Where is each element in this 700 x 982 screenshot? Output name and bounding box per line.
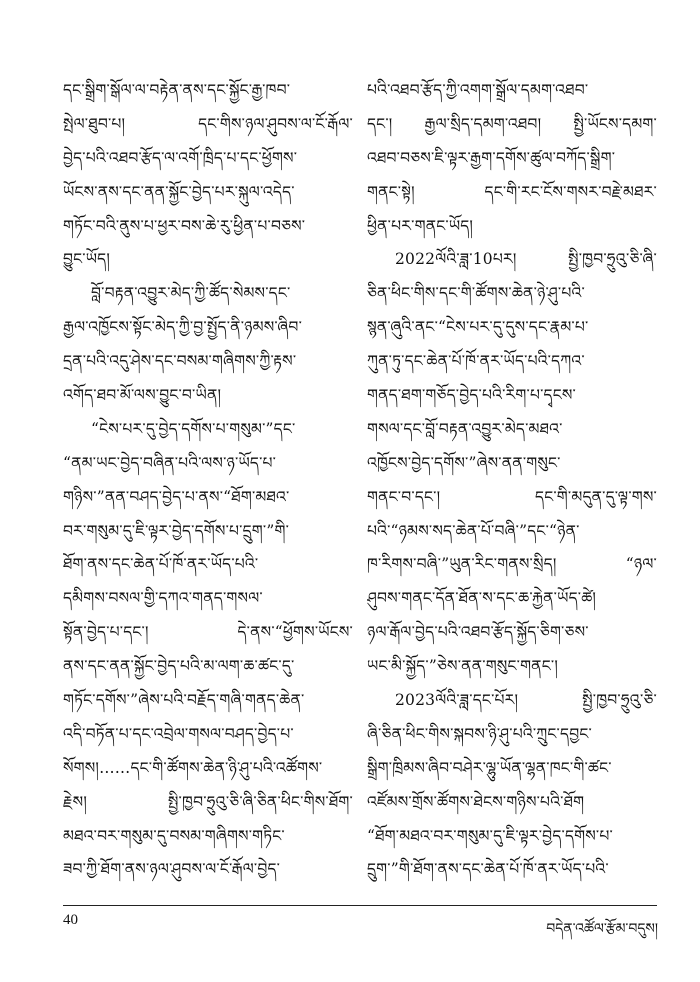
text-line: “ཐོག་མཐའ་བར་གསུམ་དུ་ཇི་ལྟར་བྱེད་དགོས་པ་ xyxy=(367,826,613,845)
text-line: ཅིན་ཕིང་གིས་དང་གི་ཚོགས་ཆེན་ཉེ་ཤུ་པའི་ xyxy=(367,284,585,303)
text-line: དང་། རྒྱལ་སྲིད་དམག་འཐབ། སྤྱི་ཡོངས་དམག་ xyxy=(367,114,657,133)
text-line: 2023ལོའི་ཟླ་དང་པོར། སྤྱི་ཁྱབ་ཧྲུའུ་ཅི་ xyxy=(395,691,657,710)
page-number: 40 xyxy=(63,912,78,928)
text-line: པའི་འཐབ་རྩོད་ཀྱི་འགག་སྒྲོལ་དམག་འཐབ་ xyxy=(367,81,589,99)
text-line: ཞི་ཅིན་ཕིང་གིས་སྐབས་ཉི་ཤུ་པའི་ཀྲུང་དབྱང་ xyxy=(367,724,592,743)
left-column xyxy=(63,74,353,887)
text-line: ཡང་མི་སྐྱོད་”ཅེས་ནན་གསུང་གནང་། xyxy=(367,657,558,676)
text-line: གཏོང་དགོས་”ཞེས་པའི་བརྗོད་གཞི་གནད་ཆེན་ xyxy=(63,691,305,710)
right-column xyxy=(367,74,657,887)
text-line: མཐའ་བར་གསུམ་དུ་བསམ་གཞིགས་གཏིང་ xyxy=(63,826,285,845)
text-line: སྙན་ཞུའི་ནང་“ངེས་པར་དུ་དུས་དང་རྣམ་པ་ xyxy=(367,318,589,337)
footer-rule xyxy=(63,905,657,906)
text-line: དྲུག་”གི་ཐོག་ནས་དང་ཆེན་པོ་ཁོ་ནར་ཡོད་པའི་ xyxy=(367,860,609,879)
text-line: རྒྱལ་འཁྱོངས་སྟོང་མེད་ཀྱི་བྱ་སྤྱོད་ནི་ཉམས་ཞིབ་ xyxy=(63,318,303,337)
text-line: ནས་དང་ནན་སྐྱོང་བྱེད་པའི་མ་ལག་ཆ་ཚང་དུ་ xyxy=(63,657,295,676)
text-line: ཕྱིན་པར་གནང་ཡོད། xyxy=(367,216,474,235)
running-head: བདེན་འཚོལ་རྩོམ་བདུས། xyxy=(546,921,658,937)
text-line: བྱུང་ཡོད། xyxy=(63,250,110,269)
text-line: འདི་བཏོན་པ་དང་འབྲེལ་གསལ་བཤད་བྱེད་པ་ xyxy=(63,724,294,743)
text-line: གཉིས་”ནན་བཤད་བྱེད་པ་ནས་“ཐོག་མཐའ་ xyxy=(63,487,290,506)
text-line: ཐོག་ནས་དང་ཆེན་པོ་ཁོ་ནར་ཡོད་པའི་ xyxy=(63,555,259,574)
text-line: འགོད་ཐབ་མོ་ལས་བྱུང་བ་ཡིན། xyxy=(63,386,222,405)
text-line: ཉལ་རྒོལ་བྱེད་པའི་འཐབ་རྩོད་སྐྱོད་ཅིག་ཅས་ xyxy=(367,623,589,642)
text-line: གསལ་དང་བློ་བརྟན་འབྱུར་མེད་མཐའ་ xyxy=(367,419,563,438)
text-line: གནང་སྟེ། དང་གི་རང་ངོས་གསར་བརྗེ་མཐར་ xyxy=(367,182,657,201)
text-line: ཀུན་ཏུ་དང་ཆེན་པོ་ཁོ་ནར་ཡོད་པའི་དཀའ་ xyxy=(367,352,585,371)
text-line: ཟབ་ཀྱི་ཐོག་ནས་ཉལ་ཤུབས་ལ་ངོ་རྒོལ་བྱེད་ xyxy=(63,860,281,879)
text-line: ཁ་རིགས་བཞི་”ཡུན་རིང་གནས་སྲིད། “ཉལ་ xyxy=(367,555,657,574)
text-line: སྒྲིག་ཁྲིམས་ཞིབ་བཤེར་ལྷུ་ཡོན་ལྷན་ཁང་གི་ཚང་ xyxy=(367,758,612,777)
text-line: པའི་“ཉམས་སད་ཆེན་པོ་བཞི་”དང་“ཉེན་ xyxy=(367,521,580,540)
text-line: “ངེས་པར་དུ་བྱེད་དགོས་པ་གསུམ་”དང་ xyxy=(91,419,296,438)
text-line: “ནམ་ཡང་བྱེད་བཞིན་པའི་ལས་ཉ་ཡོད་པ་ xyxy=(63,453,277,472)
text-line: འཐབ་བཅས་ཇི་ལྟར་རྒྱག་དགོས་ཚུལ་བཀོད་སྒྲིག་ xyxy=(367,148,616,167)
text-line: ཡོངས་ནས་དང་ནན་སྐྱོང་བྱེད་པར་སྐུལ་འདེད་ xyxy=(63,182,295,201)
text-line: སོགས།……དང་གི་ཚོགས་ཆེན་ཉི་ཤུ་པའི་འཚོགས་ xyxy=(63,758,323,777)
text-line: གནད་ཐག་གཅོད་བྱེད་པའི་རིག་པ་དྭངས་ xyxy=(367,386,576,405)
text-line: སྤེལ་ཐུབ་པ། དང་གིས་ཉལ་ཤུབས་ལ་ངོ་རྒོལ་ xyxy=(63,114,353,133)
text-line: བློ་བརྟན་འབྱུར་མེད་ཀྱི་ཚོད་སེམས་དང་ xyxy=(91,284,291,303)
text-line: བར་གསུམ་དུ་ཇི་ལྟར་བྱེད་དགོས་པ་དྲུག་”གི་ xyxy=(63,521,290,540)
text-line: དང་སྒྲིག་སྒོལ་ལ་བརྟེན་ནས་དང་སྐྱོང་རྒྱ་ཁབ་ xyxy=(63,81,291,99)
text-line: བྱེད་པའི་འཐབ་རྩོད་ལ་འགོ་ཁྲིད་པ་དང་ཕྱོགས་ xyxy=(63,148,298,167)
text-line: འཁྱོངས་བྱེད་དགོས་”ཞེས་ནན་གསུང་ xyxy=(367,453,561,472)
text-line: དམིགས་བསལ་གྱི་དཀའ་གནད་གསལ་ xyxy=(63,589,263,608)
text-line: སྟོན་བྱེད་པ་དང་། དེ་ནས་“ཕྱོགས་ཡོངས་ xyxy=(63,623,353,642)
text-line: དྲན་པའི་འདུ་ཤེས་དང་བསམ་གཞིགས་ཀྱི་རྟས་ xyxy=(63,352,297,371)
text-line: གཏོང་བའི་ནུས་པ་ཕྱར་བས་ཆེ་རུ་ཕྱིན་པ་བཅས་ xyxy=(63,216,306,235)
text-line: 2022ལོའི་ཟླ་10པར། སྤྱི་ཁྱབ་ཧྲུའུ་ཅི་ཞི་ xyxy=(395,250,657,269)
text-line: རྗེས། སྤྱི་ཁྱབ་ཧྲུའུ་ཅི་ཞི་ཅིན་ཕིང་གིས་ཐོག་ xyxy=(63,792,353,811)
text-line: ཤུབས་གནང་དོན་ཐོན་ས་དང་ཆ་རྐྱེན་ཡོད་ཚེ། xyxy=(367,589,597,608)
text-line: འཛོམས་གྲོས་ཚོགས་ཐེངས་གཉིས་པའི་ཐོག xyxy=(367,792,585,811)
text-line: གནང་བ་དང་། དང་གི་མདུན་དུ་ལྟ་གས་ xyxy=(367,487,657,506)
